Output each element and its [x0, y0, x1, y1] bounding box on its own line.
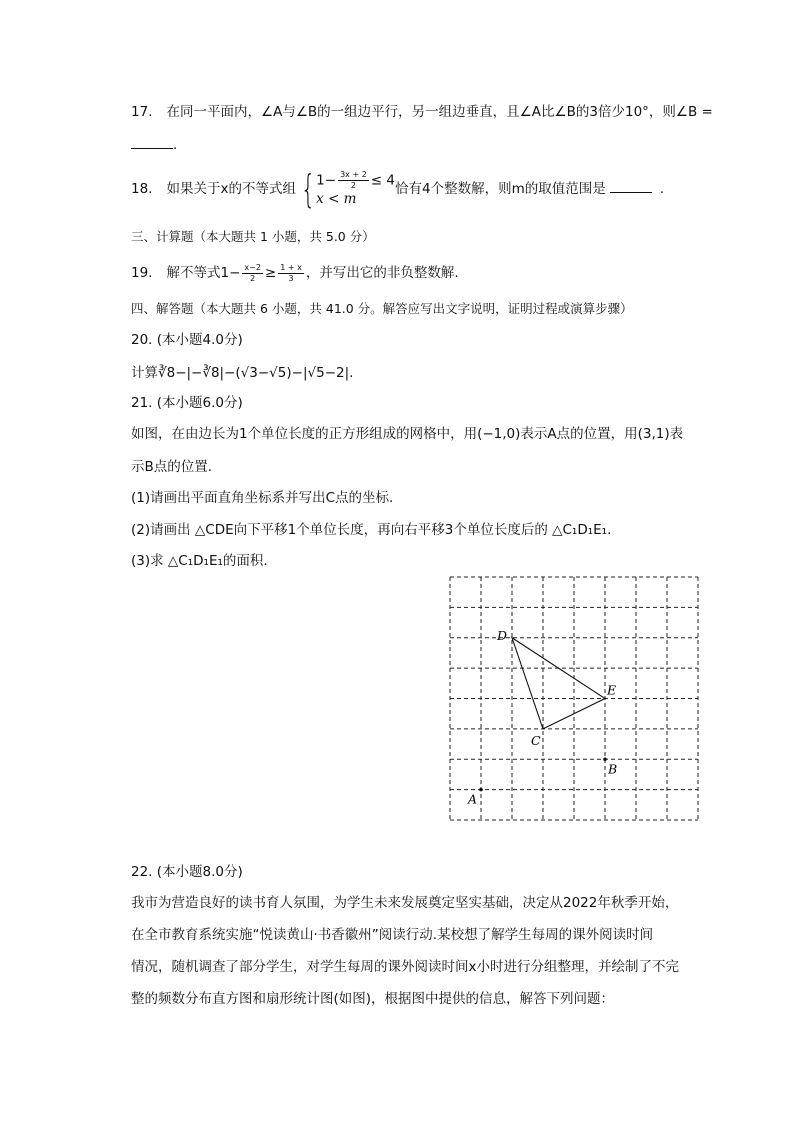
question-20-header: 20. (本小题4.0分) — [131, 332, 243, 348]
answer-blank — [610, 179, 652, 193]
question-22-line-1: 我市为营造良好的读书育人氛围，为学生未来发展奠定坚实基础，决定从2022年秋季开始， — [131, 895, 679, 911]
section-title-3: 三、计算题（本大题共 1 小题，共 5.0 分） — [131, 229, 375, 244]
question-21-header: 21. (本小题6.0分) — [131, 395, 243, 411]
question-tail: . — [659, 181, 665, 197]
label-b: B — [608, 761, 618, 777]
question-20-body: 计算∛8−|−∛8|−(√3−√5)−|√5−2|. — [131, 365, 354, 381]
fraction: $\frac{3x + 2}{2}$ — [340, 170, 367, 190]
question-text-post: 恰有4个整数解，则m的取值范围是 — [394, 181, 606, 197]
label-c: C — [531, 732, 541, 748]
question-text-post: ，并写出它的非负整数解. — [305, 265, 459, 281]
fraction-1: $\frac{x-2}{2}$ — [244, 262, 261, 283]
question-18 — [131, 167, 665, 211]
section-title-4: 四、解答题（本大题共 6 小题，共 41.0 分。解答应写出文字说明，证明过程或演算步骤） — [131, 301, 633, 316]
question-17-answer-line — [131, 135, 177, 154]
left-brace: { — [300, 167, 316, 211]
question-21-line-3: (1)请画出平面直角坐标系并写出C点的坐标. — [131, 490, 394, 506]
point-b — [603, 757, 607, 761]
grid-figure — [448, 575, 700, 822]
question-tail: . — [173, 137, 178, 153]
question-22-line-3: 情况，随机调查了部分学生，对学生每周的课外阅读时间x小时进行分组整理，并绘制了不完 — [131, 959, 679, 975]
question-22-line-4: 整的频数分布直方图和扇形统计图(如图)，根据图中提供的信息，解答下列问题： — [131, 991, 615, 1007]
point-a — [479, 788, 483, 792]
question-number: 19. — [131, 265, 153, 281]
question-number: 17. — [131, 104, 153, 120]
triangle-cde — [512, 638, 605, 729]
question-17 — [131, 103, 713, 121]
grid-lines — [450, 577, 698, 820]
question-text: 在同一平面内，∠A与∠B的一组边平行，另一组边垂直，且∠A比∠B的3倍少10°，则∠B = — [166, 104, 713, 120]
system-row-2: x < m — [316, 191, 357, 207]
question-22-header: 22. (本小题8.0分) — [131, 864, 243, 880]
label-d: D — [497, 627, 508, 643]
system-row-1: 1− $\frac{3x + 2}{2}$ ≤ 4 — [316, 170, 395, 190]
inequality-system — [296, 167, 395, 211]
label-e: E — [607, 682, 617, 698]
fraction-2: $\frac{1 + x}{3}$ — [280, 262, 302, 283]
question-text-pre: 解不等式1− — [166, 265, 241, 281]
label-a: A — [468, 791, 478, 807]
answer-blank — [131, 135, 173, 149]
question-text-pre: 如果关于x的不等式组 — [166, 181, 296, 197]
question-21-line-1: 如图，在由边长为1个单位长度的正方形组成的网格中，用(−1,0)表示A点的位置，用(3,1)表 — [131, 426, 684, 442]
question-number: 18. — [131, 181, 153, 197]
question-19: 19. 解不等式1− $\frac{x-2}{2}$ ≥ $\frac{1 + x}{3}$ ，并写出它的非负整数解. — [131, 262, 459, 283]
question-21-line-5: (3)求 △C₁D₁E₁的面积. — [131, 553, 268, 569]
question-22-line-2: 在全市教育系统实施“悦读黄山·书香徽州”阅读行动.某校想了解学生每周的课外阅读时间 — [131, 927, 654, 943]
question-21-line-4: (2)请画出 △CDE向下平移1个单位长度，再向右平移3个单位长度后的 △C₁D₁E₁. — [131, 522, 612, 538]
question-21-line-2: 示B点的位置. — [131, 459, 213, 475]
